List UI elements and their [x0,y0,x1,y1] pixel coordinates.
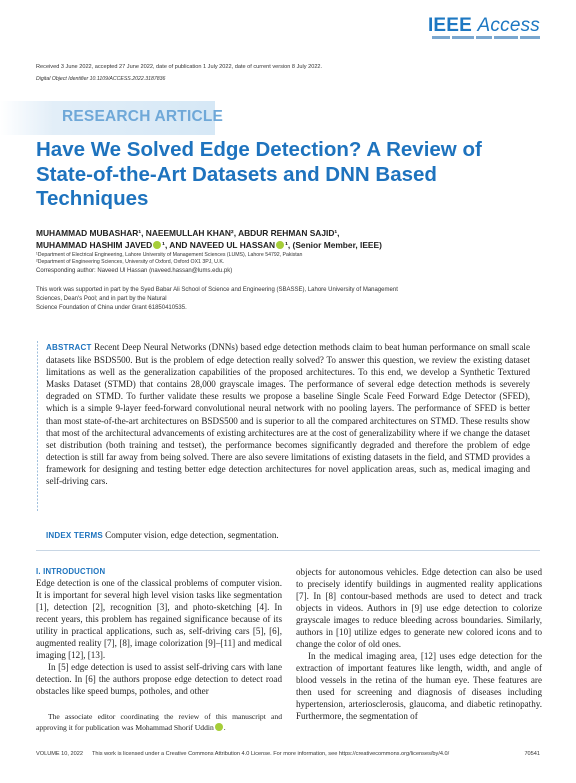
logo-tag-segment [432,36,450,39]
abstract [46,341,530,487]
author-name: MUHAMMAD HASHIM JAVED [36,240,153,250]
funding-line: This work was supported in part by the Syed Babar Ali School of Science and Engineering (SBASSE), Lahore University of Management [36,287,398,293]
license-text[interactable]: This work is licensed under a Creative Commons Attribution 4.0 License. For more information, see https://creativecommons.org/licenses/by/4.0/ [92,751,450,757]
author-name: ¹, (Senior Member, IEEE) [285,240,382,250]
abstract-label: ABSTRACT [46,343,92,352]
logo-tag-segment [520,36,540,39]
author-line-2 [36,239,516,251]
left-column [36,566,282,697]
funding-line: Science Foundation of China under Grant 61850410535. [36,304,187,311]
logo-main-text: IEEE [427,15,473,36]
article-type-label: RESEARCH ARTICLE [62,108,224,125]
intro-paragraph-2: In [5] edge detection is used to assist self-driving cars with lane detection. In [6] the authors propose edge detection to detect road obstacles like speed bumps, potholes, and other [36,662,282,696]
footnote-text: The associate editor coordinating the review of this manuscript and approving it for publication was Mohammad Shorif Uddin [36,712,282,732]
abstract-side-rule [36,341,42,511]
logo-tag-segment [452,36,474,39]
footnote-end: . [223,722,226,732]
intro-paragraph-4: In the medical imaging area, [12] uses edge detection for the extraction of important features like length, width, and angle of blood vessels in the retina of the human eye. These features are then used for screening and diagnosis of diseases including hypertension, arteriosclerosis, glaucoma, and diabetic retinopathy. Furthermore, the segmentation of [296,651,542,721]
logo-tagline-bar [432,36,540,39]
affiliation-1: ¹Department of Electrical Engineering, Lahore University of Management Sciences (LUMS), Lahore 54792, Pakistan [36,252,303,258]
index-terms-label: INDEX TERMS [46,531,103,540]
logo-tag-segment [476,36,492,39]
intro-paragraph-1: Edge detection is one of the classical problems of computer vision. It is important for several high level vision tasks like segmentation [1], detection [2], recognition [3], and photo-sketching [4]. In recent years, this problem has regained significance because of its utility in practical applications, such as, self-driving cars [5], [6], augmented reality [7], [8], image colorization [9]–[11] and medical imaging [12], [13]. [36,578,282,660]
logo-tag-segment [494,36,518,39]
section-divider [36,550,540,551]
author-line-1: MUHAMMAD MUBASHAR¹, NAEEMULLAH KHAN², ABDUR REHMAN SAJID¹, [36,228,340,238]
intro-paragraph-3: objects for autonomous vehicles. Edge detection can also be used to precisely identify buildings in augmented reality applications [7]. In [8] contour-based methods are used to detect and track objects in videos. Authors in [9] use edge detection to colorize grayscale images to reduce bleeding across boundaries. Similarly, authors in [10] utilize edges to generate new colored icons and to change the color of old ones. [296,567,542,649]
orcid-icon[interactable] [276,241,284,249]
page-number: 70541 [524,751,540,757]
logo-accent-text: Access [477,15,540,36]
orcid-icon[interactable] [153,241,161,249]
paper-title: Have We Solved Edge Detection? A Review of State-of-the-Art Datasets and DNN Based Techniques [36,138,482,210]
editor-footnote [36,712,282,733]
funding-line: Sciences, Dean's Pool; and in part by the Natural [36,295,167,302]
funding-statement [36,286,506,312]
index-terms-text: Computer vision, edge detection, segmentation. [105,530,279,540]
received-dates: Received 3 June 2022, accepted 27 June 2022, date of publication 1 July 2022, date of current version 8 July 2022. [36,64,323,70]
author-list [36,227,516,251]
affiliation-2: ²Department of Engineering Sciences, University of Oxford, Oxford OX1 3PJ, U.K. [36,259,225,265]
orcid-icon[interactable] [215,723,223,731]
doi-line: Digital Object Identifier 10.1109/ACCESS.2022.3187836 [36,76,166,82]
author-name: ¹, AND NAVEED UL HASSAN [162,240,276,250]
journal-logo [428,15,540,37]
index-terms [46,529,530,542]
license-notice[interactable] [92,751,449,757]
right-column [296,566,542,722]
intro-heading: I. INTRODUCTION [36,567,106,576]
corresponding-author: Corresponding author: Naveed Ul Hassan (naveed.hassan@lums.edu.pk) [36,268,233,274]
abstract-text: Recent Deep Neural Networks (DNNs) based edge detection methods claim to beat human performance on small scale datasets like BSDS500. But is the problem of edge detection really solved? To answer this question, we review the existing dataset limitations as well as the generalization capabilities of the proposed architectures. To this end, we develop a Synthetic Textured Masks Dataset (STMD) that contains 28,000 grayscale images. The performance of several edge detection methods is severely degraded on STMD. To further validate these results we propose a baseline Single Scale Feed Forward Edge Detector (SFED), which is a simple 9-layer feed-forward convolutional neural network with no pooling layers. The performance of SFED is better than most state-of-the-art architectures on BSDS500 and is superior to all the compared architectures on STMD. These results show that most of the architectural advancements of existing architectures are at the cost of generalizability where if we change the dataset set distribution (both training and testset), the performance becomes significantly degraded and therefore the problem of edge detection is still far away from being solved. There are also severe limitations of existing datasets in the field, and STMD provides a framework for designing and testing better edge detection architectures for novel application areas, such as, medical imaging and self-driving cars. [46,342,530,487]
volume-label: VOLUME 10, 2022 [36,751,83,757]
